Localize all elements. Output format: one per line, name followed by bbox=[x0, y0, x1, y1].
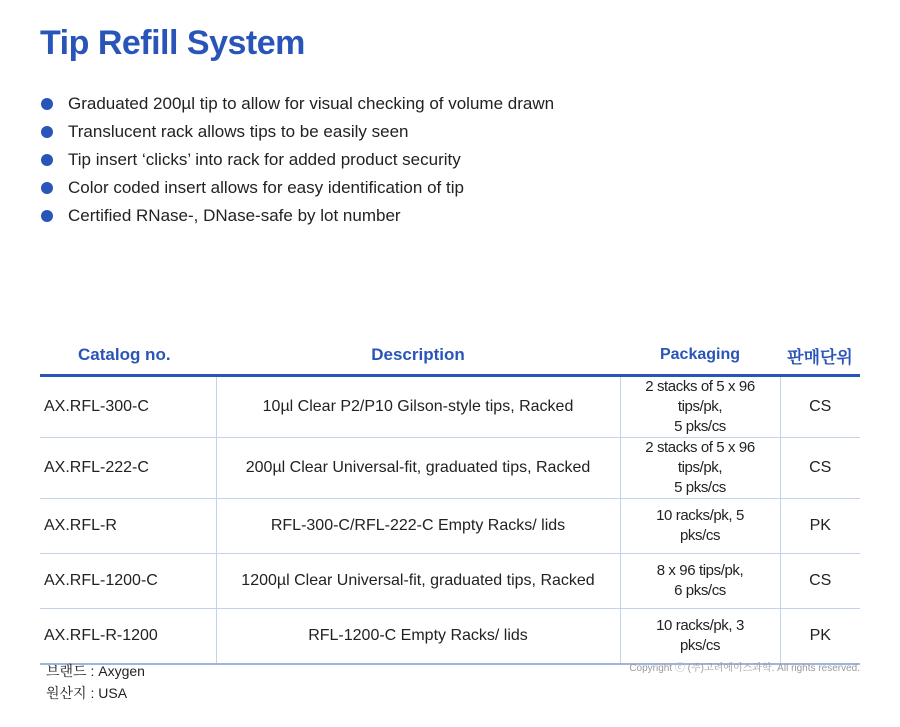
cell-packaging bbox=[620, 376, 780, 438]
header-catalog: Catalog no. bbox=[40, 336, 216, 376]
feature-list bbox=[40, 90, 554, 230]
cell-description: 10µl Clear P2/P10 Gilson-style tips, Racked bbox=[216, 376, 620, 438]
product-origin-info bbox=[46, 660, 145, 704]
feature-item bbox=[40, 174, 554, 202]
cell-catalog: AX.RFL-R bbox=[40, 499, 216, 554]
product-table bbox=[40, 336, 860, 665]
table-row bbox=[40, 554, 860, 609]
cell-catalog: AX.RFL-300-C bbox=[40, 376, 216, 438]
header-description: Description bbox=[216, 336, 620, 376]
feature-text: Color coded insert allows for easy identification of tip bbox=[68, 178, 464, 197]
cell-description: RFL-300-C/RFL-222-C Empty Racks/ lids bbox=[216, 499, 620, 554]
packaging-line: 10 racks/pk, 3 bbox=[656, 617, 744, 634]
packaging-line: 6 pks/cs bbox=[674, 582, 726, 599]
packaging-line: 5 pks/cs bbox=[674, 418, 726, 435]
page-title: Tip Refill System bbox=[40, 24, 305, 62]
bullet-dot-icon bbox=[41, 210, 53, 222]
table-row bbox=[40, 438, 860, 499]
brand-label: 브랜드 : Axygen bbox=[46, 663, 145, 679]
cell-unit: PK bbox=[780, 609, 860, 665]
feature-text: Graduated 200µl tip to allow for visual checking of volume drawn bbox=[68, 94, 555, 113]
copyright-notice: Copyright ⓒ (주)고려에이스과학. All rights reserved. bbox=[629, 663, 860, 674]
cell-description: 1200µl Clear Universal-fit, graduated tips, Racked bbox=[216, 554, 620, 609]
table-row bbox=[40, 499, 860, 554]
packaging-line: 2 stacks of 5 x 96 tips/pk, bbox=[645, 439, 755, 476]
packaging-line: 8 x 96 tips/pk, bbox=[656, 562, 744, 579]
cell-description: 200µl Clear Universal-fit, graduated tips, Racked bbox=[216, 438, 620, 499]
packaging-line: 2 stacks of 5 x 96 tips/pk, bbox=[645, 378, 755, 415]
feature-text: Certified RNase-, DNase-safe by lot number bbox=[68, 206, 401, 225]
feature-text: Translucent rack allows tips to be easily seen bbox=[68, 122, 409, 141]
table-row bbox=[40, 376, 860, 438]
feature-item bbox=[40, 202, 554, 230]
cell-unit: CS bbox=[780, 376, 860, 438]
packaging-line: pks/cs bbox=[679, 527, 721, 544]
header-unit: 판매단위 bbox=[780, 336, 860, 376]
cell-packaging bbox=[620, 609, 780, 665]
cell-packaging bbox=[620, 499, 780, 554]
cell-unit: CS bbox=[780, 554, 860, 609]
bullet-dot-icon bbox=[41, 98, 53, 110]
cell-catalog: AX.RFL-R-1200 bbox=[40, 609, 216, 665]
packaging-line: 10 racks/pk, 5 bbox=[656, 507, 744, 524]
cell-unit: PK bbox=[780, 499, 860, 554]
feature-text: Tip insert ‘clicks’ into rack for added product security bbox=[68, 150, 461, 169]
bullet-dot-icon bbox=[41, 126, 53, 138]
header-packaging: Packaging bbox=[620, 336, 780, 376]
cell-catalog: AX.RFL-1200-C bbox=[40, 554, 216, 609]
cell-unit: CS bbox=[780, 438, 860, 499]
table-row bbox=[40, 609, 860, 665]
bullet-dot-icon bbox=[41, 154, 53, 166]
feature-item bbox=[40, 146, 554, 174]
cell-catalog: AX.RFL-222-C bbox=[40, 438, 216, 499]
cell-description: RFL-1200-C Empty Racks/ lids bbox=[216, 609, 620, 665]
feature-item bbox=[40, 118, 554, 146]
cell-packaging bbox=[620, 438, 780, 499]
origin-label: 원산지 : USA bbox=[46, 685, 128, 701]
feature-item bbox=[40, 90, 554, 118]
packaging-line: 5 pks/cs bbox=[674, 479, 726, 496]
cell-packaging bbox=[620, 554, 780, 609]
table-header-row bbox=[40, 336, 860, 376]
packaging-line: pks/cs bbox=[679, 637, 721, 654]
bullet-dot-icon bbox=[41, 182, 53, 194]
